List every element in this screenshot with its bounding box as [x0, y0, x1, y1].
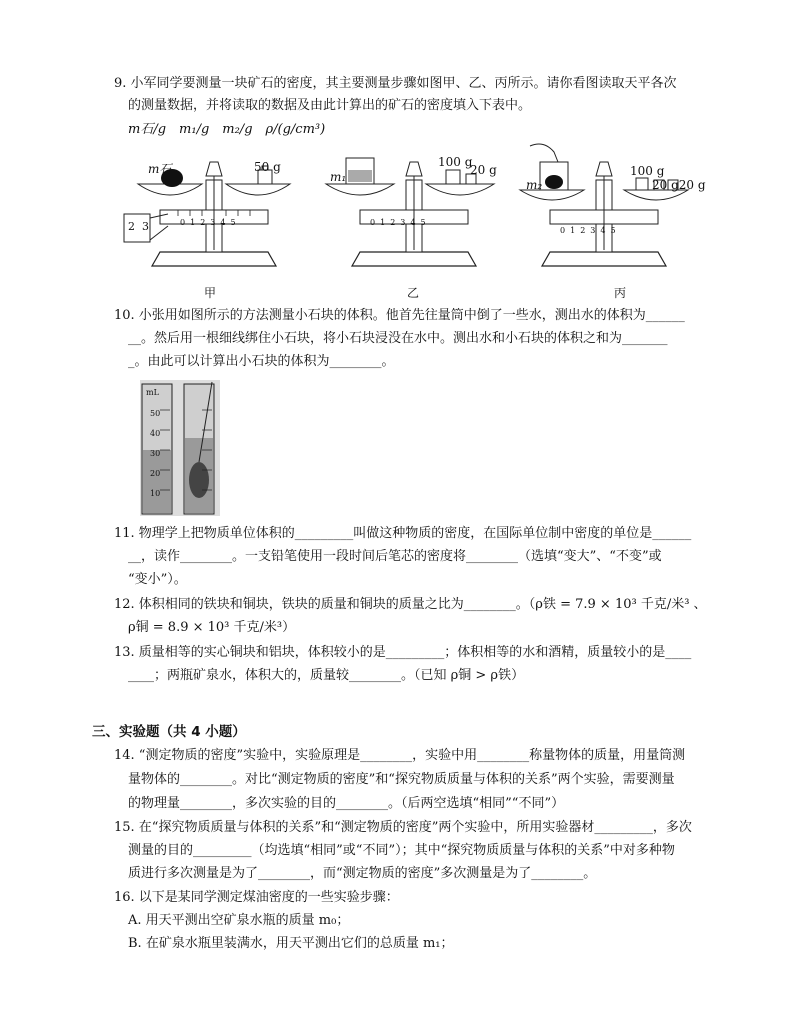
q15-line1: 15. 在“探究物质质量与体积的关系”和“测定物质的密度”两个实验中，所用实验器材_________，多次 — [114, 820, 692, 835]
fig-c-scale-ticks: 012345 — [560, 226, 621, 235]
fig-b-scale-ticks: 012345 — [370, 218, 431, 227]
q13-line1: 13. 质量相等的实心铜块和铝块，体积较小的是_________；体积相等的水和酒精，质量较小的是____ — [114, 645, 692, 660]
cylinder-unit: mL — [146, 388, 159, 397]
fig-b-caption: 乙 — [407, 286, 420, 300]
q12-line2: ρ铜 = 8.9 × 10³ 千克/米³） — [128, 620, 296, 635]
section-title: 三、实验题（共 4 小题） — [92, 724, 246, 740]
q16-line1: 16. 以下是某同学测定煤油密度的一些实验步骤： — [114, 890, 399, 905]
fig-c-mass-label: m₂ — [526, 178, 543, 192]
q10-line1: 10. 小张用如图所示的方法测量小石块的体积。他首先往量筒中倒了一些水，测出水的体积为______ — [114, 308, 685, 323]
balance-bing — [520, 144, 688, 266]
q15-line3: 质进行多次测量是为了________，而“测定物质的密度”多次测量是为了________。 — [128, 866, 597, 881]
fig-b-weight2: 20 g — [470, 163, 497, 177]
fig-a-scale-ticks: 012345 — [180, 218, 241, 227]
balance-yi — [326, 158, 494, 266]
q14-line1: 14. “测定物质的密度”实验中，实验原理是________，实验中用________称量物体的质量，用量筒测 — [114, 748, 686, 763]
q12-line1: 12. 体积相同的铁块和铜块，铁块的质量和铜块的质量之比为________。（ρ铁 = 7.9 × 10³ 千克/米³ 、 — [114, 597, 707, 612]
q10-line3: _。由此可以计算出小石块的体积为________。 — [128, 354, 395, 369]
fig-a-caption: 甲 — [204, 286, 217, 300]
fig-b-mass-label: m₁ — [330, 170, 347, 184]
q15-line2: 测量的目的_________（均选填“相同”或“不同”）；其中“探究物质质量与体积的关系”中对多种物 — [128, 843, 675, 858]
balance-jia — [124, 162, 290, 266]
zoom-ticks: 2 3 — [128, 220, 149, 233]
q13-line2: ____；两瓶矿泉水，体积大的，质量较________。（已知 ρ铜 > ρ铁） — [128, 668, 525, 683]
q14-line2: 量物体的________。对比“测定物质的密度”和“探究物质质量与体积的关系”两个实验，需要测量 — [128, 772, 675, 787]
q9-table-header: m石/g m₁/g m₂/g ρ/(g/cm³) — [128, 122, 326, 137]
fig-c-weight1: 100 g — [630, 164, 665, 178]
fig-a-mass-label: m石 — [148, 162, 172, 176]
q11-line1: 11. 物理学上把物质单位体积的_________叫做这种物质的密度，在国际单位制中密度的单位是______ — [114, 526, 692, 541]
cylinder-ticks: 50 40 30 20 10 — [150, 409, 161, 498]
q9-line2: 的测量数据，并将读取的数据及由此计算出的矿石的密度填入下表中。 — [128, 98, 532, 113]
fig-c-weight2: 20 g20 g — [652, 178, 706, 192]
q11-line2: __，读作________。一支铅笔使用一段时间后笔芯的密度将________（选填“变大”、“不变”或 — [128, 549, 662, 564]
q9-line1: 9. 小军同学要测量一块矿石的密度，其主要测量步骤如图甲、乙、丙所示。请你看图读取天平各次 — [114, 76, 677, 91]
q14-line3: 的物理量________，多次实验的目的________。（后两空选填“相同”“不同”） — [128, 796, 565, 811]
fig-b-weight1: 100 g — [438, 155, 473, 169]
q16-step-b: B. 在矿泉水瓶里装满水，用天平测出它们的总质量 m₁； — [128, 936, 454, 951]
q10-line2: __。然后用一根细线绑住小石块，将小石块浸没在水中。测出水和小石块的体积之和为_______ — [128, 331, 668, 346]
q16-step-a: A. 用天平测出空矿泉水瓶的质量 m₀； — [128, 913, 350, 928]
fig-a-weight: 50 g — [254, 160, 281, 174]
fig-c-caption: 丙 — [614, 286, 627, 300]
q11-line3: “变小”）。 — [128, 572, 187, 587]
